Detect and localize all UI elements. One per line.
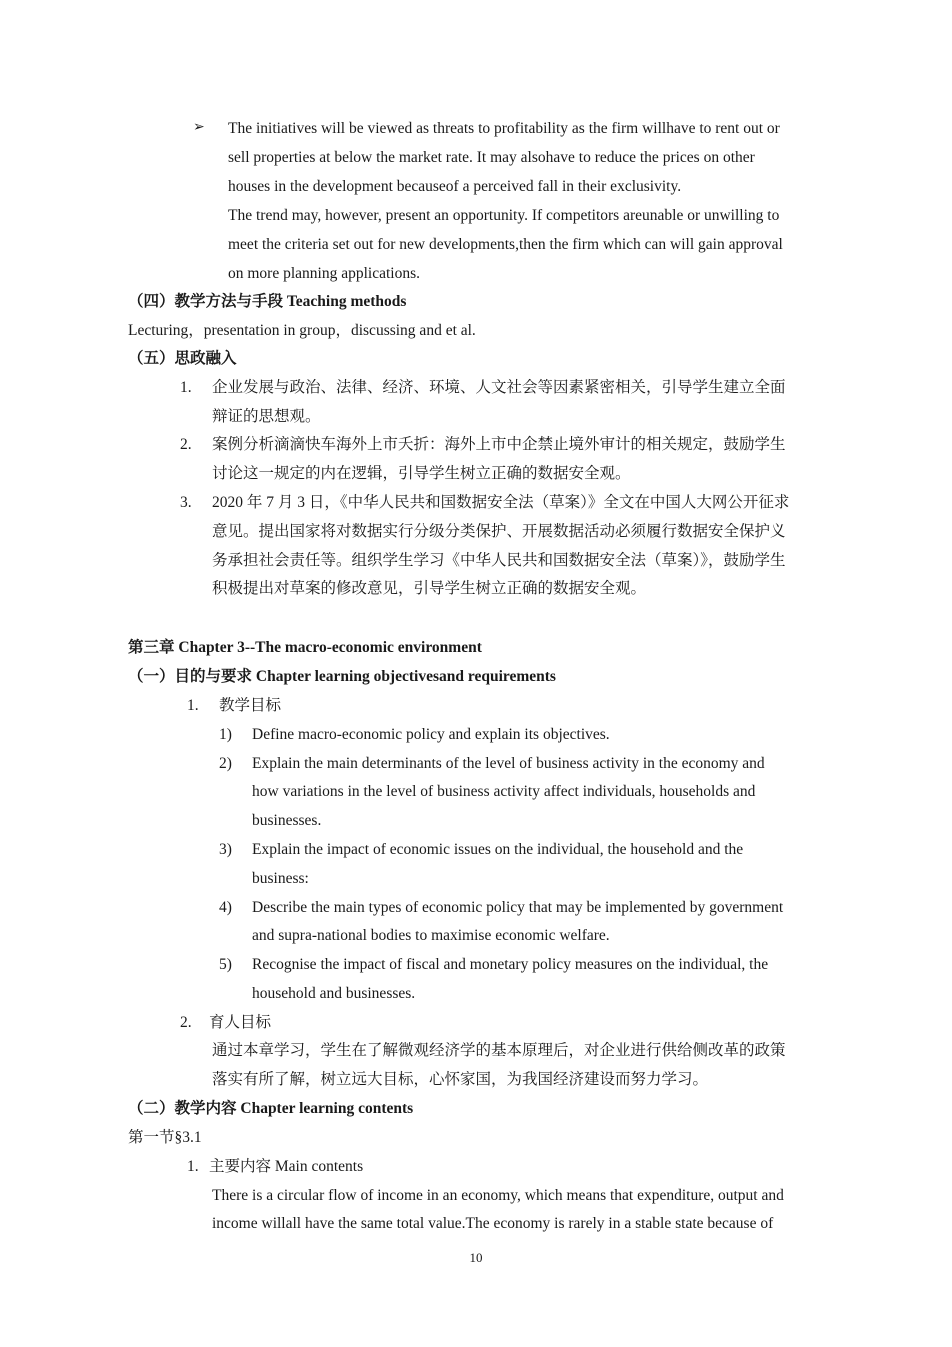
section-heading: （四）教学方法与手段 Teaching methods [128, 293, 407, 310]
list-item-line: 企业发展与政治、法律、经济、环境、人文社会等因素紧密相关，引导学生建立全面 [212, 379, 786, 396]
list-number: 4) [219, 899, 232, 916]
subsection-label: 主要内容 Main contents [209, 1158, 364, 1175]
list-item-line: Recognise the impact of fiscal and monetary policy measures on the individual, the [252, 956, 769, 973]
list-item-line: Define macro-economic policy and explain its objectives. [252, 726, 610, 743]
section-heading: （五）思政融入 [128, 350, 237, 367]
list-number: 1. [187, 1158, 199, 1175]
list-item-line: Explain the main determinants of the level of business activity in the economy and [252, 755, 765, 772]
page-number: 10 [469, 1250, 483, 1265]
list-number: 2) [219, 755, 232, 772]
paragraph-line: Lecturing，presentation in group，discussing and et al. [128, 322, 476, 339]
list-item-line: 积极提出对草案的修改意见，引导学生树立正确的数据安全观。 [212, 580, 647, 597]
list-item-line: 2020 年 7 月 3 日，《中华人民共和国数据安全法（草案）》全文在中国人大网公开征求 [212, 494, 790, 511]
arrow-bullet-icon: ➢ [193, 120, 205, 135]
subsection-label: 育人目标 [209, 1014, 272, 1031]
paragraph-line: houses in the development becauseof a perceived fall in their exclusivity. [228, 178, 682, 195]
list-item-line: 意见。提出国家将对数据实行分级分类保护、开展数据活动必须履行数据安全保护义 [212, 523, 786, 540]
list-item-line: Explain the impact of economic issues on the individual, the household and the [252, 841, 744, 858]
list-item-line: Describe the main types of economic policy that may be implemented by government [252, 899, 784, 916]
paragraph-line: The initiatives will be viewed as threats to profitability as the firm willhave to rent out or [228, 120, 780, 137]
list-item-line: 案例分析滴滴快车海外上市夭折：海外上市中企禁止境外审计的相关规定，鼓励学生 [212, 436, 786, 453]
list-number: 5) [219, 956, 232, 973]
section-label: 第一节§3.1 [128, 1129, 202, 1146]
paragraph-line: The trend may, however, present an opportunity. If competitors areunable or unwilling to [228, 207, 780, 224]
chapter-heading: 第三章 Chapter 3--The macro-economic environment [128, 639, 482, 656]
paragraph-line: on more planning applications. [228, 265, 420, 282]
paragraph-line: 落实有所了解，树立远大目标，心怀家国，为我国经济建设而努力学习。 [212, 1071, 709, 1088]
list-item-line: household and businesses. [252, 985, 416, 1002]
paragraph-line: meet the criteria set out for new developments,then the firm which can will gain approval [228, 236, 783, 253]
list-number: 3) [219, 841, 232, 858]
paragraph-line: 通过本章学习，学生在了解微观经济学的基本原理后，对企业进行供给侧改革的政策 [212, 1042, 786, 1059]
paragraph-line: income willall have the same total value.The economy is rarely in a stable state because of [212, 1215, 774, 1232]
list-item-line: businesses. [252, 812, 322, 829]
list-item-line: how variations in the level of business activity affect individuals, households and [252, 783, 756, 800]
list-number: 2. [180, 1014, 192, 1031]
list-item-line: business: [252, 870, 309, 887]
list-item-line: 务承担社会责任等。组织学生学习《中华人民共和国数据安全法（草案）》，鼓励学生 [212, 552, 786, 569]
list-item-line: and supra-national bodies to maximise economic welfare. [252, 927, 610, 944]
paragraph-line: There is a circular flow of income in an economy, which means that expenditure, output and [212, 1187, 784, 1204]
list-number: 2. [180, 436, 192, 453]
section-heading: （一）目的与要求 Chapter learning objectivesand requirements [128, 668, 556, 685]
list-number: 3. [180, 494, 192, 511]
list-item-line: 讨论这一规定的内在逻辑，引导学生树立正确的数据安全观。 [212, 465, 631, 482]
paragraph-line: sell properties at below the market rate. It may alsohave to reduce the prices on other [228, 149, 755, 166]
section-heading: （二）教学内容 Chapter learning contents [128, 1100, 414, 1117]
list-number: 1) [219, 726, 232, 743]
list-number: 1. [180, 379, 192, 396]
list-item-line: 辩证的思想观。 [212, 408, 321, 425]
subsection-label: 教学目标 [219, 697, 282, 714]
list-number: 1. [187, 697, 199, 714]
